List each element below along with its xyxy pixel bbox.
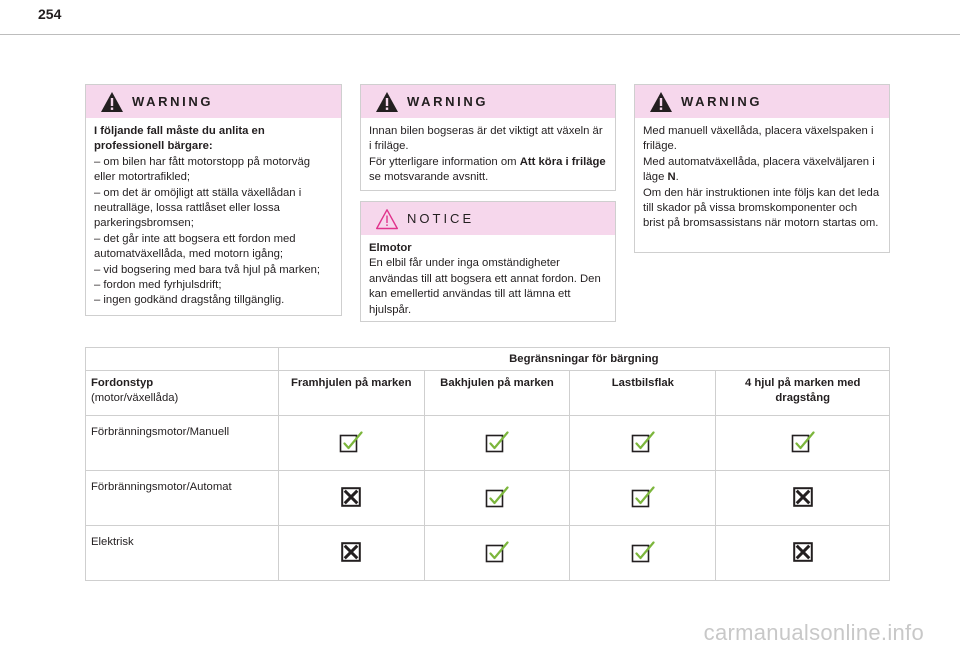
reference-suffix: se motsvarande avsnitt. bbox=[369, 171, 489, 184]
table-cell bbox=[278, 416, 424, 471]
checkmark-box-icon bbox=[631, 444, 655, 456]
table-cell bbox=[570, 471, 716, 526]
table-cell bbox=[424, 526, 569, 581]
warning-triangle-icon bbox=[375, 91, 399, 113]
warning-item: – vid bogsering med bara två hjul på marken; bbox=[94, 263, 321, 276]
checkmark-box-icon bbox=[485, 499, 509, 511]
checkmark-box-icon bbox=[339, 444, 363, 456]
reference-link-text: Att köra i friläge bbox=[519, 155, 606, 168]
notice-body bbox=[361, 235, 615, 318]
notice-triangle-icon bbox=[375, 208, 399, 230]
cross-box-icon bbox=[793, 553, 813, 565]
warning-box-header bbox=[86, 85, 341, 118]
table-group-header-row bbox=[86, 348, 890, 371]
warning-text: Innan bilen bogseras är det viktigt att växeln är i friläge. bbox=[369, 125, 603, 153]
warning-text-reference bbox=[369, 155, 607, 186]
cross-box-icon bbox=[793, 498, 813, 510]
checkmark-box-icon bbox=[791, 444, 815, 456]
table-row-label: Förbränningsmotor/Automat bbox=[86, 471, 279, 526]
automatic-suffix: . bbox=[675, 171, 679, 184]
warning-text-consequence: Om den här instruktionen inte följs kan det leda till skador på vissa bromskomponenter och brist på bromsassistans när motorn startas om. bbox=[643, 186, 880, 230]
warning-item: – ingen godkänd dragstång tillgänglig. bbox=[94, 294, 285, 307]
warning-triangle-icon bbox=[649, 91, 673, 113]
warning-item: – om bilen har fått motorstopp på motorväg eller motortrafikled; bbox=[94, 155, 311, 184]
table-row bbox=[86, 526, 890, 581]
table-row bbox=[86, 416, 890, 471]
notice-box-electric-motor bbox=[360, 201, 616, 322]
watermark: carmanualsonline.info bbox=[703, 620, 924, 645]
warning-item: – det går inte att bogsera ett fordon med automatväxellåda, med motorn igång; bbox=[94, 232, 296, 261]
table-cell bbox=[424, 416, 569, 471]
warning-title: WARNING bbox=[681, 94, 763, 109]
warning-text: Med manuell växellåda, placera växelspaken i friläge. bbox=[643, 125, 874, 153]
warning-triangle-icon bbox=[100, 91, 124, 113]
warning-item: – fordon med fyrhjulsdrift; bbox=[94, 279, 222, 292]
table-group-header: Begränsningar för bärgning bbox=[278, 348, 889, 371]
cross-box-icon bbox=[341, 553, 361, 565]
column-header: Bakhjulen på marken bbox=[424, 371, 569, 416]
vehicle-type-sublabel: (motor/växellåda) bbox=[91, 392, 179, 404]
warning-box-towing-professional bbox=[85, 84, 342, 316]
notice-text: En elbil får under inga omständigheter användas till att bogsera ett annat fordon. Den kan emellertid användas till att lämna ett hjulspår. bbox=[369, 257, 601, 316]
warning-box-gear-position bbox=[634, 84, 890, 253]
page-number: 254 bbox=[38, 6, 62, 22]
table-body bbox=[86, 416, 890, 581]
warning-body bbox=[86, 118, 341, 309]
table-row bbox=[86, 471, 890, 526]
table-cell bbox=[716, 416, 890, 471]
notice-title: NOTICE bbox=[407, 211, 475, 226]
warning-box-header bbox=[361, 85, 615, 118]
table-header-row bbox=[86, 371, 890, 416]
column-header: 4 hjul på marken med dragstång bbox=[716, 371, 890, 416]
table-cell bbox=[278, 471, 424, 526]
gear-position-n: N bbox=[667, 171, 676, 184]
notice-heading: Elmotor bbox=[369, 242, 412, 254]
table-cell bbox=[424, 471, 569, 526]
table-cell bbox=[570, 526, 716, 581]
table-row-label: Elektrisk bbox=[86, 526, 279, 581]
warning-title: WARNING bbox=[407, 94, 489, 109]
table-empty-cell bbox=[86, 348, 279, 371]
warning-item: – om det är omöjligt att ställa växellådan i neutralläge, lossa rattlåset eller lossa parkeringsbromsen; bbox=[94, 186, 302, 230]
checkmark-box-icon bbox=[631, 499, 655, 511]
table-cell bbox=[716, 471, 890, 526]
reference-prefix: För ytterligare information om bbox=[369, 155, 520, 168]
checkmark-box-icon bbox=[485, 444, 509, 456]
warning-text-automatic bbox=[643, 155, 881, 186]
table-cell bbox=[570, 416, 716, 471]
cross-box-icon bbox=[341, 498, 361, 510]
column-header: Lastbilsflak bbox=[570, 371, 716, 416]
automatic-prefix: Med automatväxellåda, placera växelväljaren i läge bbox=[643, 155, 875, 184]
warning-body bbox=[635, 118, 889, 232]
vehicle-type-label: Fordonstyp bbox=[91, 377, 154, 389]
towing-restrictions-table bbox=[85, 347, 890, 581]
warning-box-neutral-gear bbox=[360, 84, 616, 191]
table-cell bbox=[716, 526, 890, 581]
checkmark-box-icon bbox=[485, 554, 509, 566]
warning-intro: I följande fall måste du anlita en professionell bärgare: bbox=[94, 125, 265, 153]
table-row-header bbox=[86, 371, 279, 416]
header-divider bbox=[0, 34, 960, 35]
warning-title: WARNING bbox=[132, 94, 214, 109]
table-row-label: Förbränningsmotor/Manuell bbox=[86, 416, 279, 471]
warning-box-header bbox=[635, 85, 889, 118]
column-header: Framhjulen på marken bbox=[278, 371, 424, 416]
table-cell bbox=[278, 526, 424, 581]
notice-box-header bbox=[361, 202, 615, 235]
checkmark-box-icon bbox=[631, 554, 655, 566]
warning-body bbox=[361, 118, 615, 186]
